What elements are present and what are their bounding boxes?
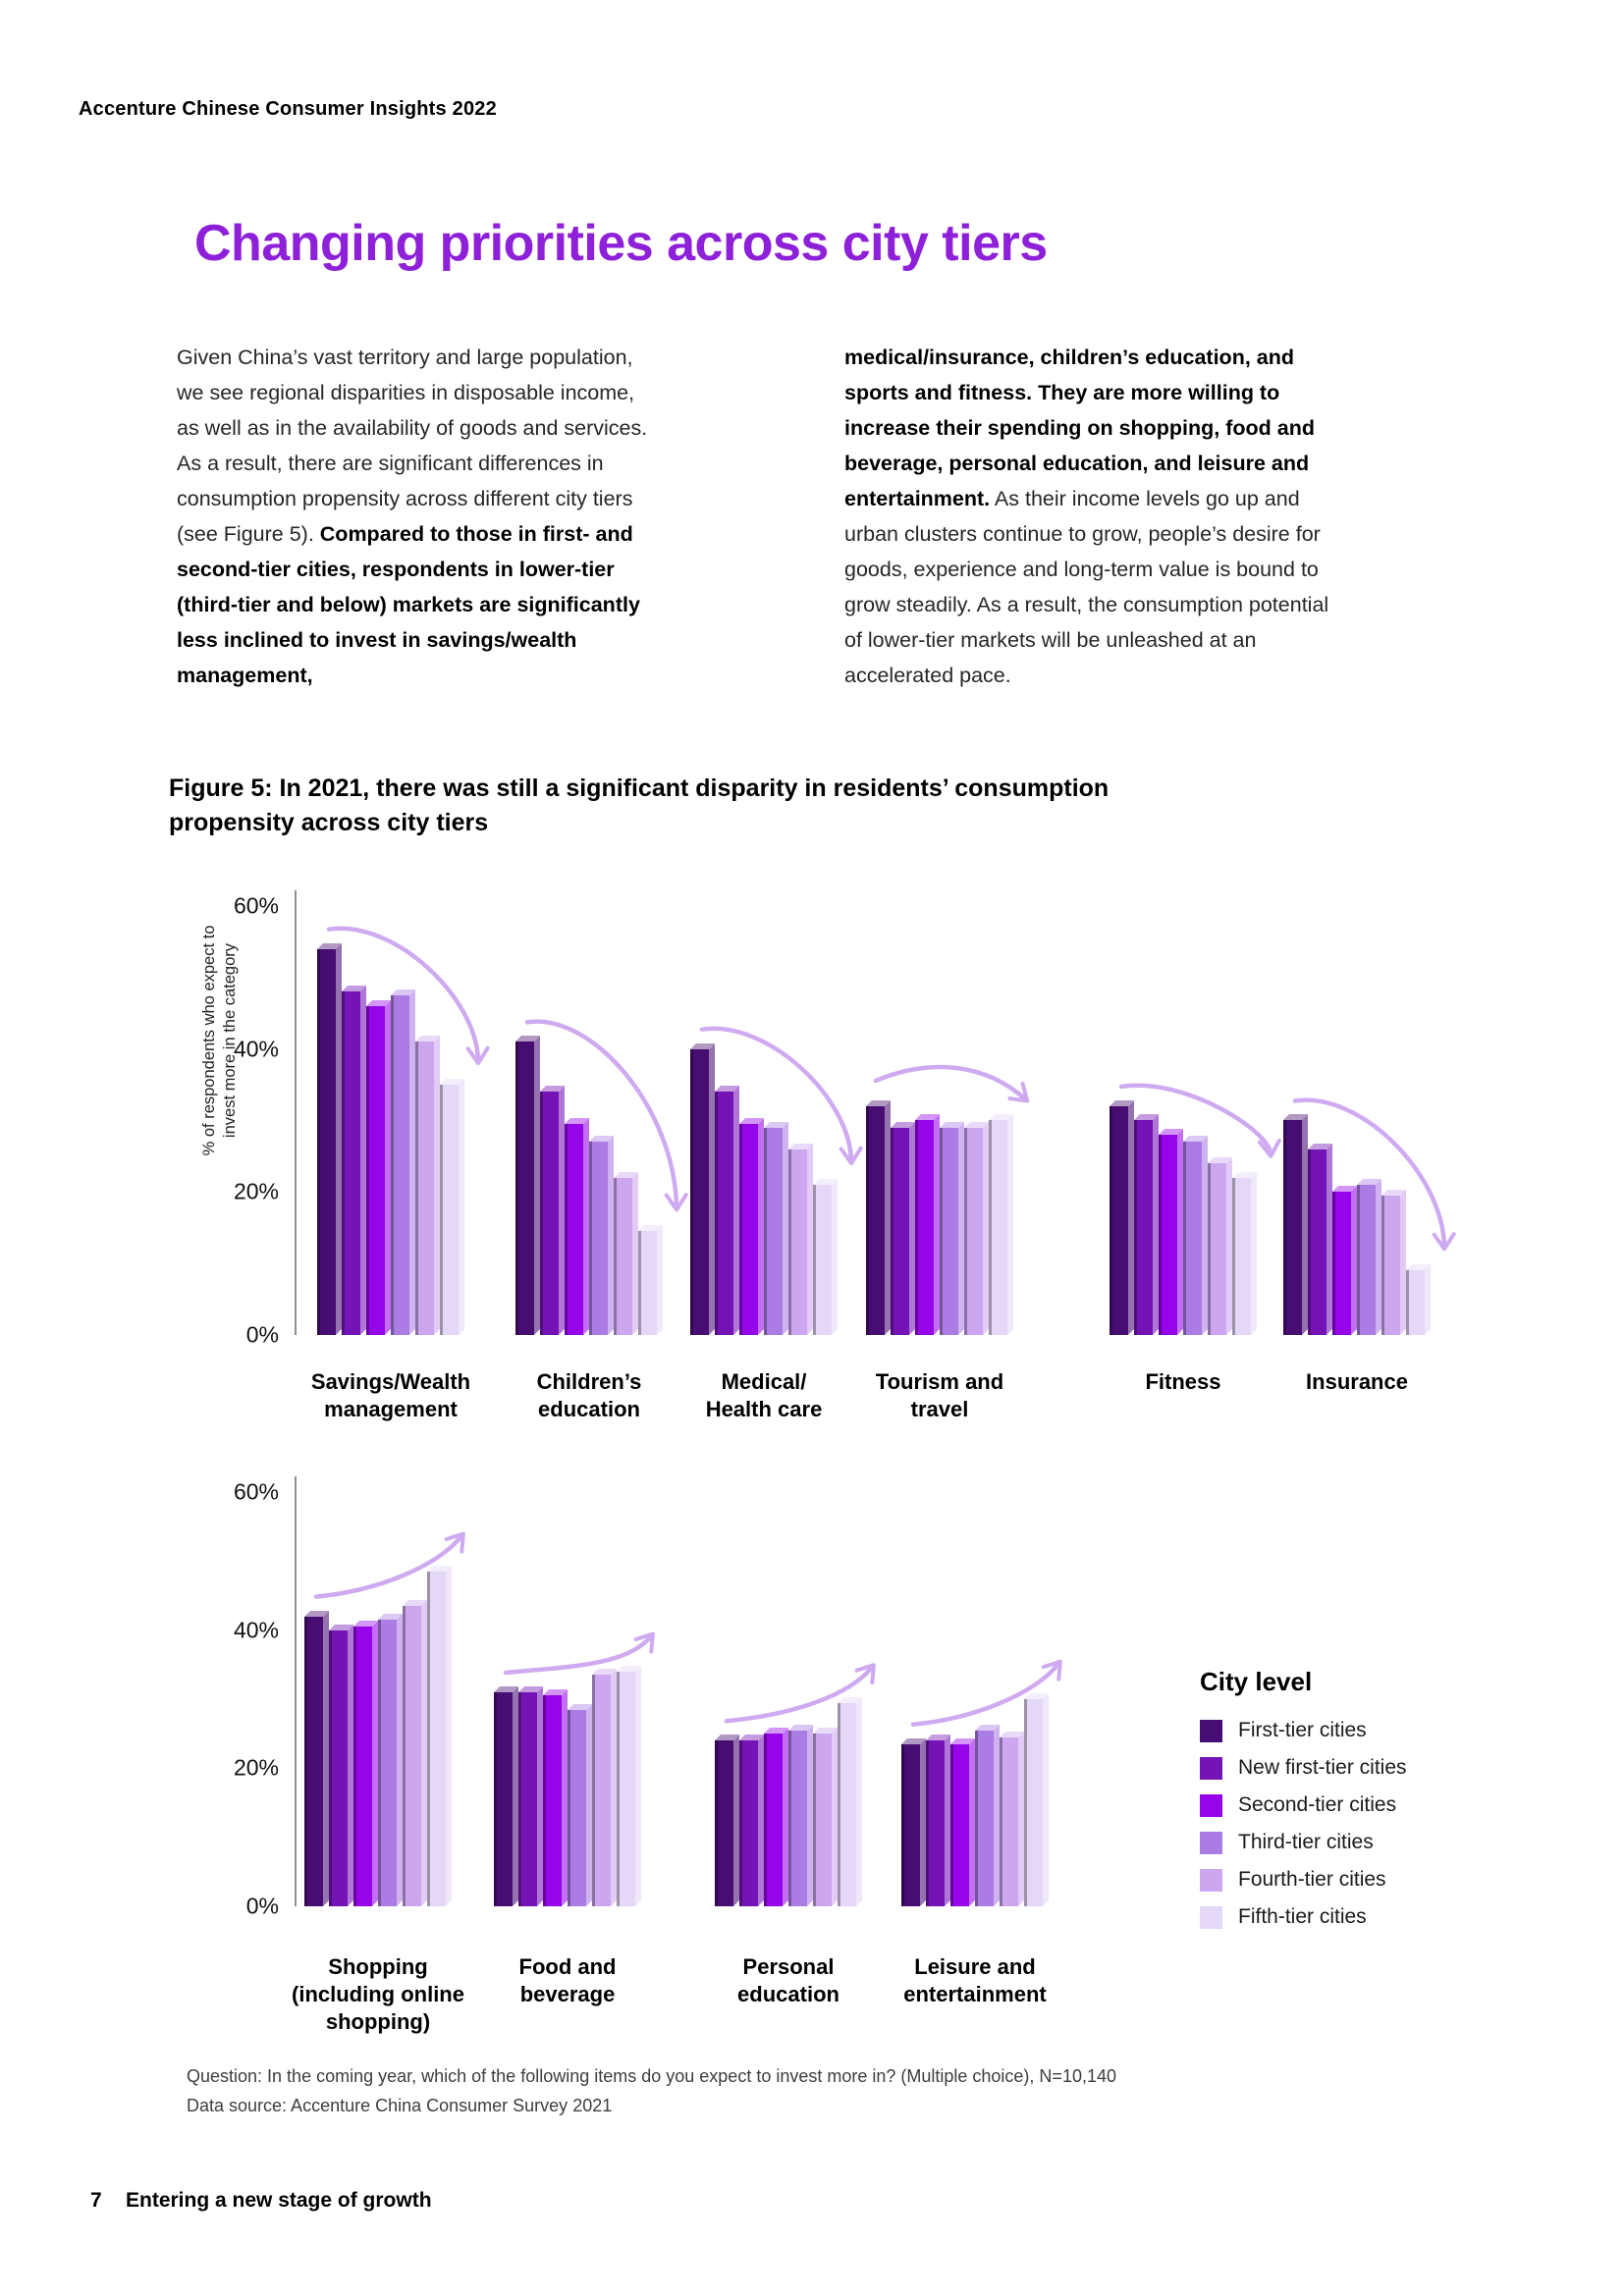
legend-item (1200, 1719, 1407, 1742)
bar-tier2 (540, 1086, 565, 1335)
bar-tier5 (415, 1036, 440, 1335)
figure-caption-line1: Figure 5: In 2021, there was still a significant disparity in residents’ consumption (169, 774, 1110, 802)
bar-tier4 (788, 1725, 813, 1906)
bar-left-edge (788, 1731, 791, 1906)
bar-tier3 (1159, 1129, 1183, 1335)
legend-item (1200, 1793, 1407, 1817)
footnote-source: Data source: Accenture China Consumer Survey 2021 (187, 2096, 613, 2115)
category-label-line: Insurance (1306, 1369, 1408, 1394)
bar-left-edge (391, 995, 394, 1335)
bar-left-edge (1110, 1106, 1112, 1335)
bar-tier2 (926, 1735, 950, 1906)
bar-tier5 (403, 1600, 427, 1906)
legend-color-swatch (1200, 1906, 1222, 1929)
bar-left-edge (926, 1740, 929, 1906)
bar-left-edge (764, 1734, 767, 1906)
bar-tier6 (1232, 1172, 1257, 1335)
bar-tier6 (427, 1566, 452, 1906)
chart-consumption-propensity-decline (233, 892, 1448, 1421)
page-footer (90, 2189, 432, 2213)
bar-left-edge (342, 991, 345, 1335)
bar-tier6 (638, 1225, 663, 1335)
bar-tier2 (518, 1686, 543, 1906)
bar-tier1 (715, 1735, 739, 1906)
bar-tier6 (440, 1079, 464, 1335)
bar-side-face (459, 1079, 464, 1335)
legend-item-label: Fifth-tier cities (1238, 1905, 1367, 1928)
bar-left-edge (950, 1744, 953, 1906)
legend-color-swatch (1200, 1794, 1222, 1817)
bar-tier1 (866, 1100, 891, 1335)
bar-tier2 (739, 1735, 764, 1906)
legend-item (1200, 1756, 1407, 1780)
legend-item (1200, 1868, 1407, 1892)
bar-left-edge (813, 1734, 816, 1906)
bar-tier4 (764, 1122, 788, 1335)
bar-left-edge (329, 1630, 332, 1906)
bar-tier5 (592, 1669, 617, 1906)
bar-tier4 (975, 1725, 1000, 1906)
chart-consumption-propensity-growth (233, 1478, 1100, 2034)
bar-tier3 (366, 1000, 391, 1335)
bar-tier5 (1208, 1157, 1232, 1335)
bar-left-edge (739, 1124, 742, 1335)
bar-left-edge (1159, 1135, 1162, 1335)
bar-group (715, 1492, 862, 1906)
bar-group (515, 906, 663, 1335)
bar-left-edge (1208, 1163, 1211, 1335)
bar-tier5 (964, 1122, 989, 1335)
intro-right-bold: medical/insurance, children’s education, and sports and fitness. They are more willing to increase their spending on shopping, food and beverage, personal education, and leisure and entertainment. (844, 346, 1315, 510)
bar-tier1 (515, 1036, 540, 1335)
intro-paragraph-left (177, 340, 648, 693)
bar-left-edge (353, 1627, 356, 1906)
bar-tier1 (304, 1611, 329, 1906)
y-axis-title-line2: invest more in the category (221, 942, 239, 1139)
bar-tier4 (378, 1614, 403, 1906)
category-label-line: Medical/ (721, 1369, 807, 1394)
category-label-line: Leisure and (914, 1954, 1036, 1979)
bar-tier3 (915, 1114, 940, 1335)
category-label-line: Fitness (1145, 1369, 1221, 1394)
category-label-line: Food and (518, 1954, 617, 1979)
bar-tier3 (950, 1738, 975, 1906)
category-label (802, 1368, 1077, 1423)
bar-left-edge (1332, 1192, 1335, 1335)
bar-group (304, 1492, 452, 1906)
category-label (838, 1953, 1112, 2008)
bar-side-face (1007, 1114, 1013, 1335)
legend-item-label: Third-tier cities (1238, 1831, 1374, 1853)
bar-tier2 (1308, 1144, 1332, 1335)
bar-left-edge (690, 1049, 693, 1335)
bar-tier6 (989, 1114, 1013, 1335)
bar-tier4 (1357, 1179, 1381, 1335)
y-axis-title-line1: % of respondents who expect to (200, 925, 218, 1156)
bar-left-edge (838, 1703, 840, 1906)
bar-left-edge (403, 1606, 406, 1906)
category-label-line: education (737, 1982, 839, 2006)
bar-tier2 (891, 1122, 915, 1335)
bar-left-edge (975, 1731, 978, 1906)
bar-tier3 (353, 1621, 378, 1906)
legend-color-swatch (1200, 1869, 1222, 1892)
bar-tier5 (813, 1728, 838, 1906)
bar-tier1 (901, 1738, 926, 1906)
bar-left-edge (940, 1128, 943, 1335)
category-label-line: management (324, 1397, 458, 1421)
bar-tier2 (1134, 1114, 1159, 1335)
bar-side-face (657, 1225, 663, 1335)
bar-left-edge (366, 1006, 369, 1335)
bar-left-edge (891, 1128, 893, 1335)
y-axis-tick-label: 40% (233, 1036, 279, 1062)
bar-side-face (1251, 1172, 1257, 1335)
legend-color-swatch (1200, 1720, 1222, 1742)
bar-group (690, 906, 838, 1335)
bar-left-edge (440, 1085, 443, 1335)
category-label-line: (including online (292, 1982, 464, 2006)
bar-side-face (446, 1566, 452, 1906)
bar-tier5 (614, 1172, 638, 1335)
category-label-line: entertainment (903, 1982, 1047, 2006)
bar-side-face (856, 1697, 862, 1906)
bar-left-edge (1000, 1737, 1002, 1906)
category-label-line: Personal (742, 1954, 835, 1979)
bar-left-edge (866, 1106, 869, 1335)
bar-left-edge (715, 1740, 718, 1906)
bar-group (317, 906, 464, 1335)
bar-tier1 (1283, 1114, 1308, 1335)
bar-tier5 (1381, 1190, 1406, 1335)
bar-left-edge (1183, 1142, 1186, 1335)
category-label-line: Children’s (536, 1369, 642, 1394)
bar-left-edge (494, 1692, 497, 1906)
bar-side-face (635, 1666, 641, 1906)
category-label (1219, 1368, 1494, 1396)
bar-left-edge (1406, 1270, 1409, 1335)
y-axis-tick-label: 40% (233, 1617, 279, 1643)
bar-tier3 (1332, 1186, 1357, 1335)
bar-left-edge (813, 1185, 816, 1335)
bar-left-edge (540, 1092, 543, 1335)
bar-group (1283, 906, 1431, 1335)
y-axis-tick-label: 0% (245, 1893, 279, 1919)
bar-left-edge (378, 1620, 381, 1906)
intro-left-bold: Compared to those in first- and second-tier cities, respondents in lower-tier (third-tier and below) markets are significantly less inclined to invest in savings/wealth management, (177, 522, 640, 687)
bar-side-face (832, 1179, 838, 1335)
bar-tier6 (1406, 1264, 1431, 1335)
category-label-line: beverage (519, 1982, 616, 2006)
y-axis-tick-label: 60% (233, 1478, 279, 1505)
bar-left-edge (1381, 1196, 1384, 1335)
bar-left-edge (617, 1672, 620, 1906)
bar-tier6 (838, 1697, 862, 1906)
bar-left-edge (565, 1124, 568, 1335)
bar-left-edge (989, 1120, 992, 1335)
bar-group (901, 1492, 1049, 1906)
report-eyebrow: Accenture Chinese Consumer Insights 2022 (79, 98, 497, 120)
bar-tier4 (568, 1704, 592, 1906)
figure-caption-line2: propensity across city tiers (169, 809, 489, 836)
bar-tier4 (589, 1136, 614, 1335)
footnote-question: Question: In the coming year, which of the following items do you expect to invest more in? (Multiple choice), N=10,140 (187, 2066, 1116, 2086)
bar-tier6 (1024, 1693, 1049, 1906)
legend-city-level (1200, 1667, 1407, 1943)
bar-left-edge (1232, 1178, 1235, 1335)
y-axis-line (295, 1476, 297, 1906)
bar-left-edge (1308, 1149, 1311, 1335)
bar-left-edge (764, 1128, 767, 1335)
bar-tier3 (739, 1118, 764, 1335)
bar-left-edge (543, 1695, 546, 1906)
bar-left-edge (592, 1675, 595, 1906)
legend-color-swatch (1200, 1832, 1222, 1854)
category-label-line: shopping) (325, 2009, 431, 2034)
bar-tier6 (813, 1179, 838, 1335)
legend-color-swatch (1200, 1757, 1222, 1780)
page-number: 7 (90, 2189, 102, 2212)
bar-left-edge (589, 1142, 592, 1335)
intro-paragraph-right (844, 340, 1335, 693)
bar-left-edge (1283, 1120, 1286, 1335)
bar-tier1 (494, 1686, 518, 1906)
bar-left-edge (1134, 1120, 1137, 1335)
bar-left-edge (518, 1692, 521, 1906)
bar-tier2 (342, 986, 366, 1335)
bar-tier5 (1000, 1732, 1024, 1906)
category-label-line: Shopping (328, 1954, 428, 1979)
bar-left-edge (901, 1744, 904, 1906)
legend-item-label: Fourth-tier cities (1238, 1868, 1386, 1891)
bar-left-edge (1357, 1185, 1360, 1335)
category-label-line: travel (910, 1397, 969, 1421)
bar-left-edge (415, 1041, 418, 1335)
legend-title: City level (1200, 1667, 1313, 1696)
category-label-line: Health care (705, 1397, 823, 1421)
bar-group (866, 906, 1013, 1335)
bar-tier2 (329, 1625, 353, 1906)
category-label-line: Tourism and (875, 1369, 1004, 1394)
bar-tier3 (543, 1689, 568, 1906)
bar-left-edge (515, 1041, 518, 1335)
bar-left-edge (1024, 1699, 1027, 1906)
bar-tier4 (940, 1122, 964, 1335)
y-axis-tick-label: 0% (245, 1321, 279, 1348)
bar-side-face (1043, 1693, 1049, 1906)
bar-left-edge (788, 1149, 791, 1335)
bar-left-edge (614, 1178, 617, 1335)
bar-side-face (1425, 1264, 1431, 1335)
intro-left-regular: Given China’s vast territory and large population, we see regional disparities in disposable income, as well as in the availability of goods and services. As a result, there are significant differences in consumption propensity across different city tiers (see Figure 5). (177, 346, 648, 546)
bar-tier3 (565, 1118, 589, 1335)
bar-left-edge (739, 1740, 742, 1906)
y-axis-tick-label: 20% (233, 1178, 279, 1204)
bar-tier1 (690, 1043, 715, 1335)
legend-item (1200, 1831, 1407, 1854)
figure-caption (169, 772, 1109, 840)
bar-tier1 (1110, 1100, 1134, 1335)
y-axis-line (295, 890, 297, 1335)
bar-tier3 (764, 1728, 788, 1906)
bar-left-edge (915, 1120, 918, 1335)
legend-item-label: New first-tier cities (1238, 1756, 1407, 1779)
bar-tier1 (317, 943, 342, 1335)
legend-item-label: First-tier cities (1238, 1719, 1367, 1741)
bar-left-edge (568, 1710, 570, 1906)
category-label-line: education (538, 1397, 640, 1421)
legend-item (1200, 1905, 1407, 1929)
bar-left-edge (427, 1572, 430, 1906)
bar-group (494, 1492, 641, 1906)
y-axis-tick-label: 20% (233, 1754, 279, 1781)
bar-left-edge (304, 1617, 307, 1906)
bar-tier2 (715, 1086, 739, 1335)
legend-item-label: Second-tier cities (1238, 1793, 1397, 1816)
footer-text: Entering a new stage of growth (126, 2189, 432, 2212)
bar-left-edge (317, 949, 320, 1335)
bar-left-edge (638, 1231, 641, 1335)
bar-tier4 (1183, 1136, 1208, 1335)
bar-group (1110, 906, 1257, 1335)
bar-tier4 (391, 989, 415, 1335)
bar-tier6 (617, 1666, 641, 1906)
page-title: Changing priorities across city tiers (194, 215, 1048, 272)
bar-left-edge (964, 1128, 967, 1335)
chart-footnote (187, 2061, 1116, 2120)
category-label-line: Savings/Wealth (310, 1369, 471, 1394)
intro-right-regular: As their income levels go up and urban clusters continue to grow, people’s desire for goods, experience and long-term value is bound to grow steadily. As a result, the consumption potential of lower-tier markets will be unleashed at an accelerated pace. (844, 487, 1329, 687)
bar-tier5 (788, 1144, 813, 1335)
y-axis-tick-label: 60% (233, 892, 279, 919)
bar-left-edge (715, 1092, 718, 1335)
